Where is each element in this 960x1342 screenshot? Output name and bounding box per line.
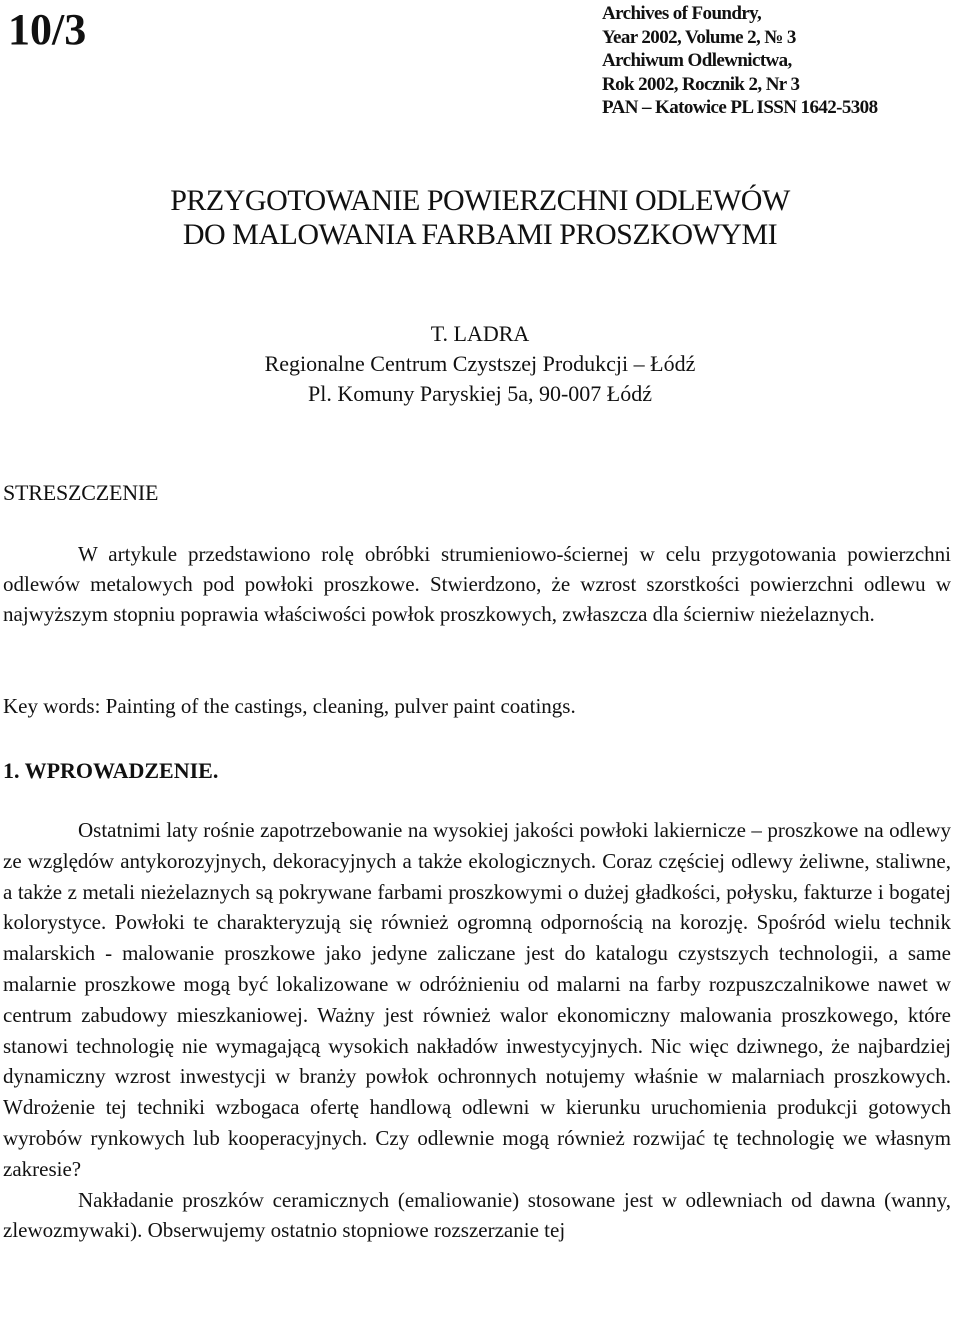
masthead-line: Year 2002, Volume 2, № 3 (602, 26, 796, 48)
abstract-text: W artykule przedstawiono rolę obróbki strumieniowo-ściernej w celu przygotowania powierzchni odlewów metalowych pod powłoki proszkowe. Stwierdzono, że wzrost szorstkości powierzchni odlewu w najwyższym stopniu poprawia właściwości powłok proszkowych, zwłaszcza dla ścierniw nieżelaznych. (3, 542, 951, 626)
author-address: Pl. Komuny Paryskiej 5a, 90-007 Łódź (307, 381, 653, 406)
title-line: DO MALOWANIA FARBAMI PROSZKOWYMI (182, 218, 778, 251)
author-name: T. LADRA (430, 321, 530, 346)
masthead-line: Rok 2002, Rocznik 2, Nr 3 (602, 73, 800, 95)
abstract-heading: STRESZCZENIE (3, 480, 159, 505)
masthead-line: PAN – Katowice PL ISSN 1642-5308 (602, 97, 878, 118)
paper-title (0, 184, 960, 252)
paragraph: Ostatnimi laty rośnie zapotrzebowanie na wysokiej jakości powłoki lakiernicze – proszkowe na odlewy ze względów antykorozyjnych, dekoracyjnych a także ekologicznych. Coraz częściej odlewy żeliwne, staliwne, a także z metali nieżelaznych są pokrywane farbami proszkowymi o dużej gładkości, połysku, fakturze i bogatej kolorystyce. Powłoki te charakteryzują się również ogromną odpornością na korozję. Spośród wielu technik malarskich - malowanie proszkowe jako jedyne zaliczane jest do katalogu czystszych technologii, a same malarnie proszkowe mogą być lokalizowane w odróżnieniu od malarni na farby rozpuszczalnikowe nawet w centrum zabudowy mieszkaniowej. Ważny jest również walor ekonomiczny malowania proszkowego, które stanowi technologię nie wymagającą wysokich nakładów inwestycyjnych. Nic więc dziwnego, że najbardziej dynamiczny wzrost inwestycji w branży powłok ochronnych notujemy właśnie w malarniach proszkowych. Wdrożenie tej techniki wzbogaca ofertę handlową odlewni w kierunku uruchomienia produkcji gotowych wyrobów rynkowych lub kooperacyjnych. Czy odlewnie mogą również rozwijać tę technologię we własnym zakresie? (3, 818, 951, 1181)
paragraph: Nakładanie proszków ceramicznych (emaliowanie) stosowane jest w odlewniach od dawna (wanny, zlewozmywaki). Obserwujemy ostatnio stopniowe rozszerzanie tej (3, 1187, 951, 1243)
author-affiliation: Regionalne Centrum Czystszej Produkcji – Łódź (264, 351, 696, 376)
page-number: 10/3 (8, 5, 87, 54)
section-heading-introduction: 1. WPROWADZENIE. (3, 758, 219, 783)
author-block (0, 319, 960, 409)
journal-masthead (602, 2, 877, 120)
masthead-line: Archiwum Odlewnictwa, (602, 50, 792, 71)
introduction-body (3, 815, 951, 1246)
keywords: Key words: Painting of the castings, cleaning, pulver paint coatings. (3, 694, 576, 718)
abstract-body (3, 539, 951, 629)
masthead-line: Archives of Foundry, (602, 3, 762, 24)
title-line: PRZYGOTOWANIE POWIERZCHNI ODLEWÓW (170, 184, 790, 217)
